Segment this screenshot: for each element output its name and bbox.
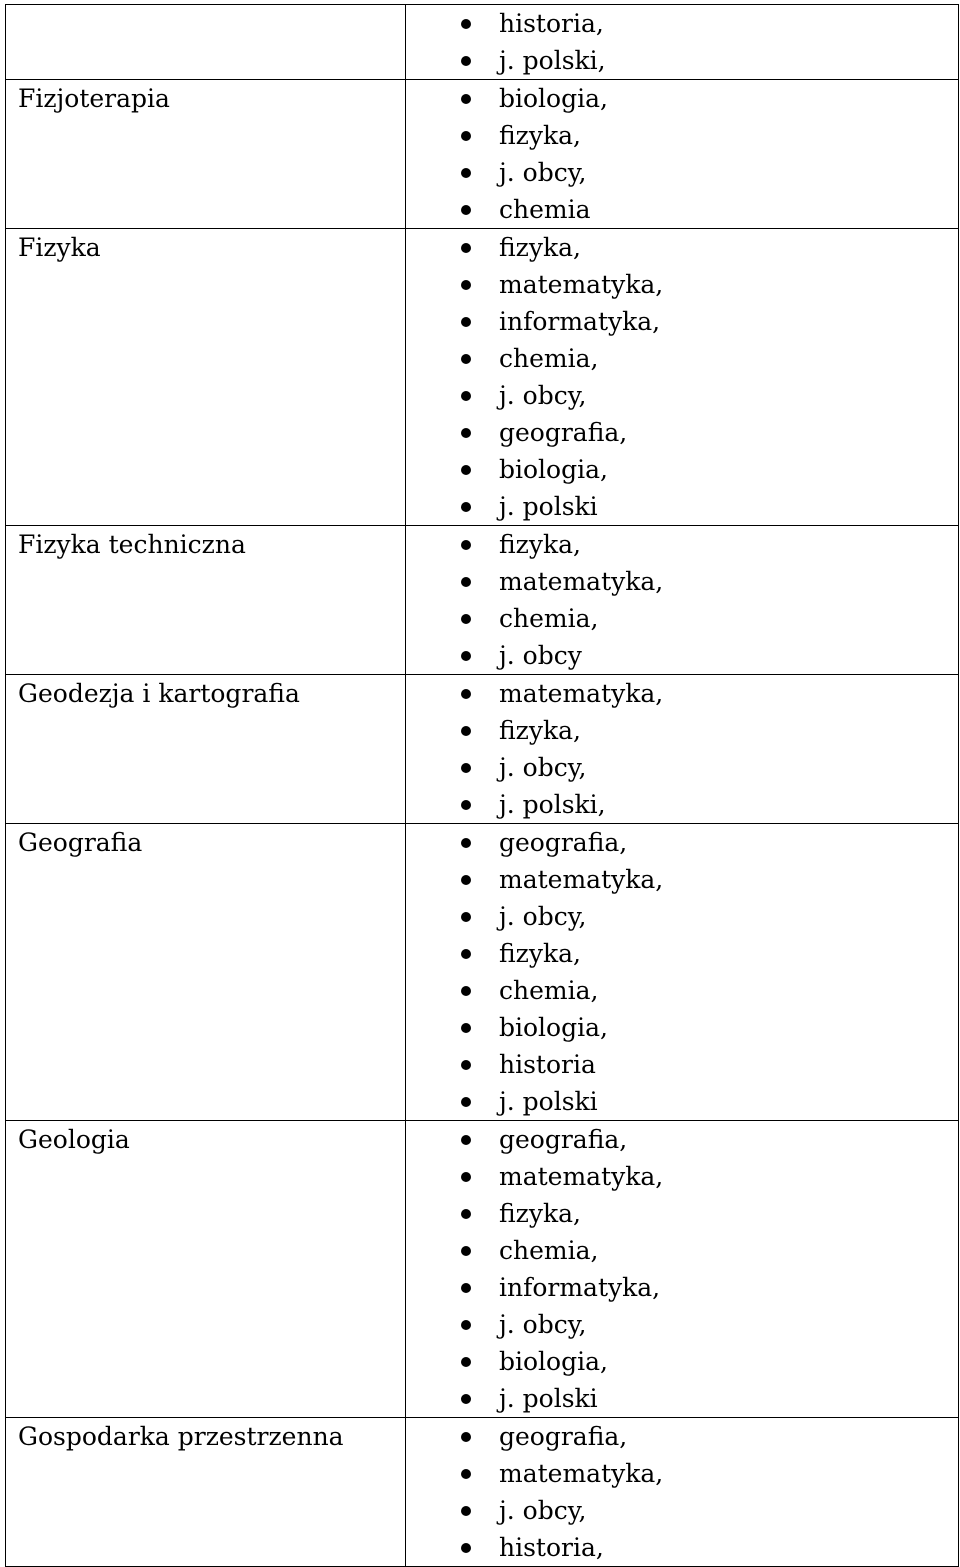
subject-list: [406, 824, 958, 1120]
field-of-study-cell: [6, 229, 406, 526]
table-row: [6, 229, 959, 526]
field-of-study-cell: [6, 1418, 406, 1567]
field-of-study-cell: [6, 80, 406, 229]
subject-list: [406, 229, 958, 525]
subject-item: matematyka,: [406, 266, 958, 303]
table-row: [6, 675, 959, 824]
subject-item: fizyka,: [406, 229, 958, 266]
required-subjects-cell: [406, 229, 959, 526]
field-of-study-name: Fizyka: [18, 233, 101, 262]
subject-list: [406, 5, 958, 79]
subject-item: biologia,: [406, 1343, 958, 1380]
table-row: [6, 5, 959, 80]
subject-item: biologia,: [406, 80, 958, 117]
table-row: [6, 1418, 959, 1567]
subject-item: chemia,: [406, 340, 958, 377]
subject-item: fizyka,: [406, 712, 958, 749]
subject-item: j. obcy,: [406, 749, 958, 786]
field-of-study-name: Gospodarka przestrzenna: [18, 1422, 344, 1451]
required-subjects-cell: [406, 675, 959, 824]
subject-item: fizyka,: [406, 117, 958, 154]
required-subjects-cell: [406, 526, 959, 675]
required-subjects-cell: [406, 824, 959, 1121]
subject-item: fizyka,: [406, 1195, 958, 1232]
subject-item: geografia,: [406, 824, 958, 861]
subject-item: j. obcy,: [406, 377, 958, 414]
field-of-study-cell: [6, 824, 406, 1121]
subject-item: j. obcy,: [406, 154, 958, 191]
field-of-study-name: Geodezja i kartografia: [18, 679, 300, 708]
field-of-study-cell: [6, 1121, 406, 1418]
subject-item: fizyka,: [406, 526, 958, 563]
subject-item: geografia,: [406, 414, 958, 451]
subject-list: [406, 1121, 958, 1417]
subject-item: biologia,: [406, 451, 958, 488]
subject-item: historia: [406, 1046, 958, 1083]
field-of-study-name: Fizyka techniczna: [18, 530, 246, 559]
subject-item: matematyka,: [406, 1158, 958, 1195]
subject-item: j. obcy,: [406, 898, 958, 935]
subject-item: chemia,: [406, 600, 958, 637]
field-of-study-name: Geografia: [18, 828, 143, 857]
subject-list: [406, 1418, 958, 1566]
subject-item: chemia,: [406, 1232, 958, 1269]
subject-item: chemia,: [406, 972, 958, 1009]
subject-item: j. obcy,: [406, 1306, 958, 1343]
table-row: [6, 526, 959, 675]
field-of-study-cell: [6, 526, 406, 675]
subject-item: j. polski,: [406, 786, 958, 823]
majors-table: [5, 4, 959, 1567]
table-row: [6, 80, 959, 229]
required-subjects-cell: [406, 80, 959, 229]
required-subjects-cell: [406, 1121, 959, 1418]
subject-list: [406, 80, 958, 228]
field-of-study-name: Fizjoterapia: [18, 84, 170, 113]
required-subjects-cell: [406, 1418, 959, 1567]
subject-item: j. polski: [406, 488, 958, 525]
subject-item: geografia,: [406, 1418, 958, 1455]
table-row: [6, 1121, 959, 1418]
subject-item: j. polski,: [406, 42, 958, 79]
subject-list: [406, 675, 958, 823]
subject-item: historia,: [406, 5, 958, 42]
subject-item: j. polski: [406, 1083, 958, 1120]
subject-item: j. polski: [406, 1380, 958, 1417]
subject-item: biologia,: [406, 1009, 958, 1046]
subject-item: geografia,: [406, 1121, 958, 1158]
subject-item: j. obcy: [406, 637, 958, 674]
subject-item: chemia: [406, 191, 958, 228]
required-subjects-cell: [406, 5, 959, 80]
subject-item: informatyka,: [406, 303, 958, 340]
subject-item: matematyka,: [406, 563, 958, 600]
table-row: [6, 824, 959, 1121]
subject-list: [406, 526, 958, 674]
subject-item: informatyka,: [406, 1269, 958, 1306]
majors-table-body: [6, 5, 959, 1567]
field-of-study-cell: [6, 5, 406, 80]
subject-item: j. obcy,: [406, 1492, 958, 1529]
subject-item: fizyka,: [406, 935, 958, 972]
subject-item: matematyka,: [406, 1455, 958, 1492]
field-of-study-name: Geologia: [18, 1125, 130, 1154]
subject-item: matematyka,: [406, 861, 958, 898]
field-of-study-cell: [6, 675, 406, 824]
subject-item: historia,: [406, 1529, 958, 1566]
subject-item: matematyka,: [406, 675, 958, 712]
